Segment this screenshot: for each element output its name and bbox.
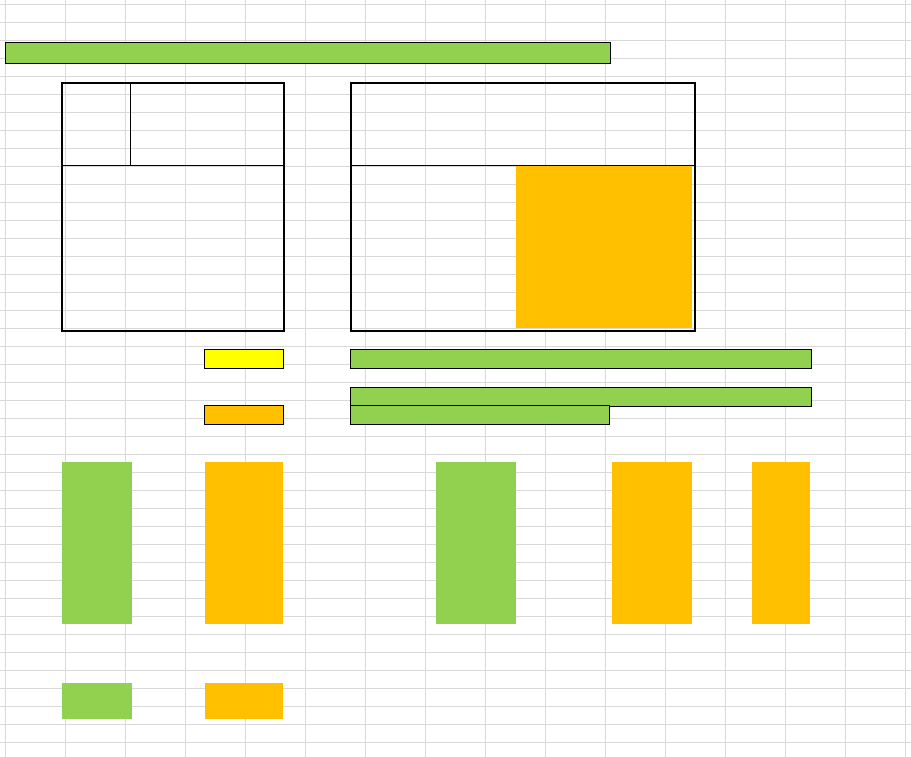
crash-header — [352, 92, 692, 110]
goal-note-box — [350, 349, 812, 369]
col-best-label — [356, 129, 436, 147]
new-time-block — [752, 462, 810, 624]
col-reduction-label — [516, 129, 612, 147]
normal-table — [61, 82, 285, 332]
col-acc-label-0 — [436, 111, 516, 129]
col-time-label — [130, 129, 204, 147]
col-cpw-unit — [612, 147, 692, 165]
col-acc-label-1 — [436, 129, 516, 147]
col-acc-unit — [436, 147, 516, 165]
col-best-unit — [356, 147, 436, 165]
banner-box[interactable] — [5, 42, 611, 64]
ef-values-block — [205, 462, 283, 624]
finish-values-block — [62, 683, 132, 719]
goal-value — [205, 350, 283, 368]
y-values-block — [436, 462, 516, 624]
answer-note-box — [350, 405, 610, 425]
max-values-block — [612, 462, 692, 624]
objective-value — [230, 406, 280, 424]
col-cost-label — [205, 147, 281, 165]
col-cpw-label — [612, 129, 692, 147]
col-reduction-unit — [516, 147, 612, 165]
normal-header — [131, 92, 283, 110]
col-time-unit — [130, 147, 204, 165]
crash-highlight — [516, 166, 692, 328]
ef-limit-label — [205, 444, 283, 462]
finish-goal-block — [205, 683, 283, 719]
min-cost-label — [61, 406, 203, 424]
solver-note-box — [350, 387, 812, 407]
x-values-block — [62, 462, 132, 624]
normal-header-rule — [61, 165, 283, 166]
